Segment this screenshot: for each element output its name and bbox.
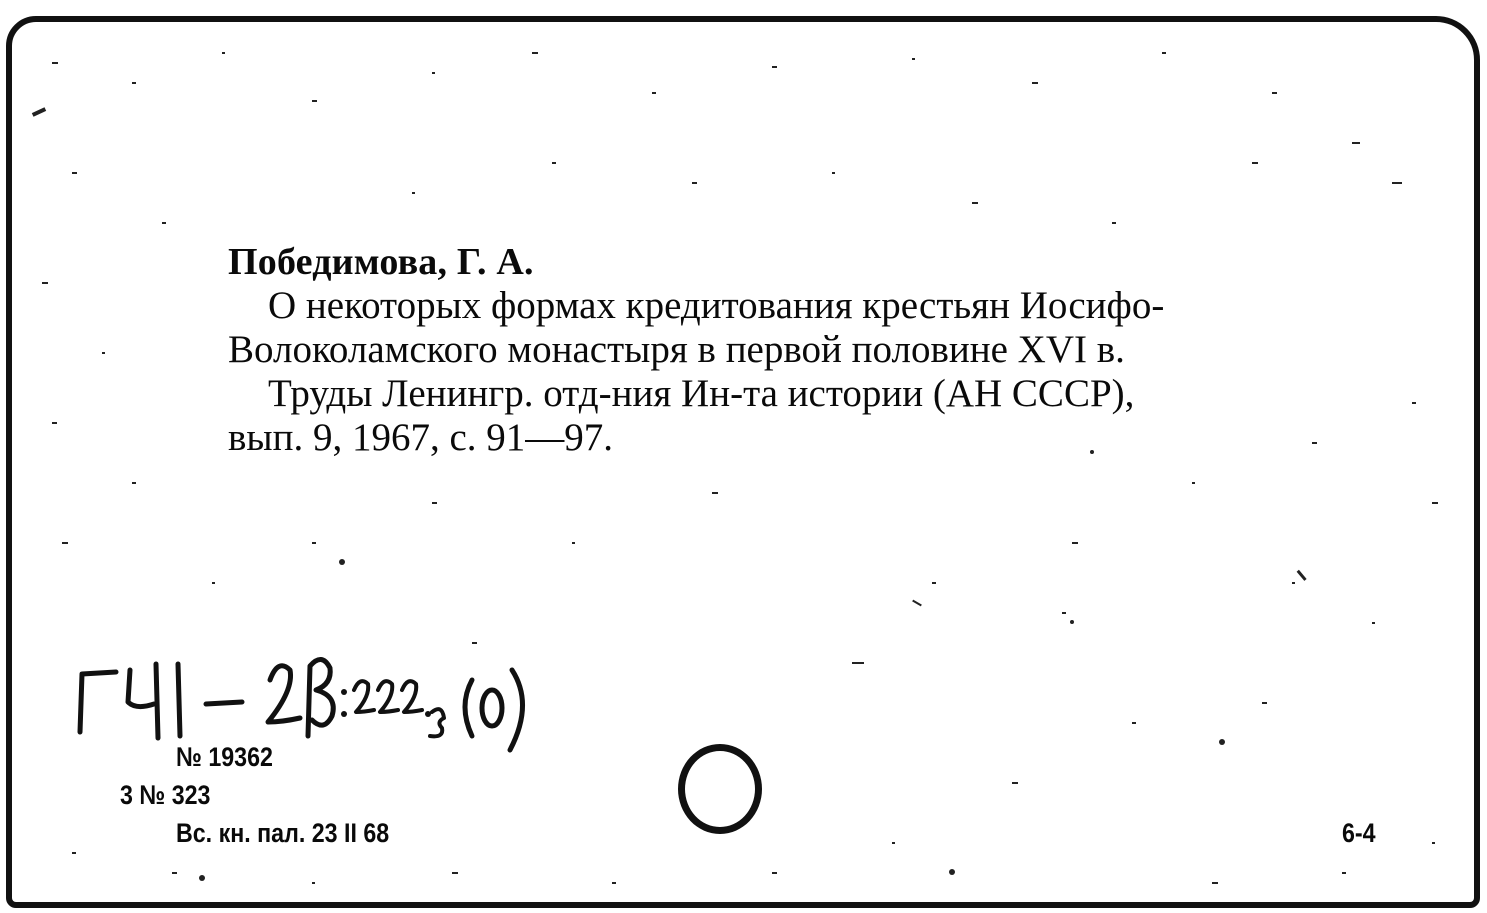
source-line-2: вып. 9, 1967, с. 91—97. [228,416,614,459]
corner-code: 6-4 [1342,818,1376,848]
bibliographic-entry [228,240,1408,460]
catalog-card [6,16,1480,908]
source-line-1: Труды Ленингр. отд-ния Ин-та истории (АН СССР), [268,372,1135,415]
handwritten-classification [64,640,604,775]
title-line-1: О некоторых формах кредитования крестьян Иосифо- [268,284,1165,327]
author-name: Победимова, Г. А. [228,241,534,283]
handwritten-code-drawing [64,640,604,770]
library-note: Вс. кн. пал. 23 II 68 [176,818,390,848]
punch-hole [678,744,762,834]
title-line-2: Волоколамского монастыря в первой половине XVI в. [228,328,1125,371]
card-number: № 19362 [176,742,273,772]
secondary-number: 3 № 323 [120,780,211,810]
